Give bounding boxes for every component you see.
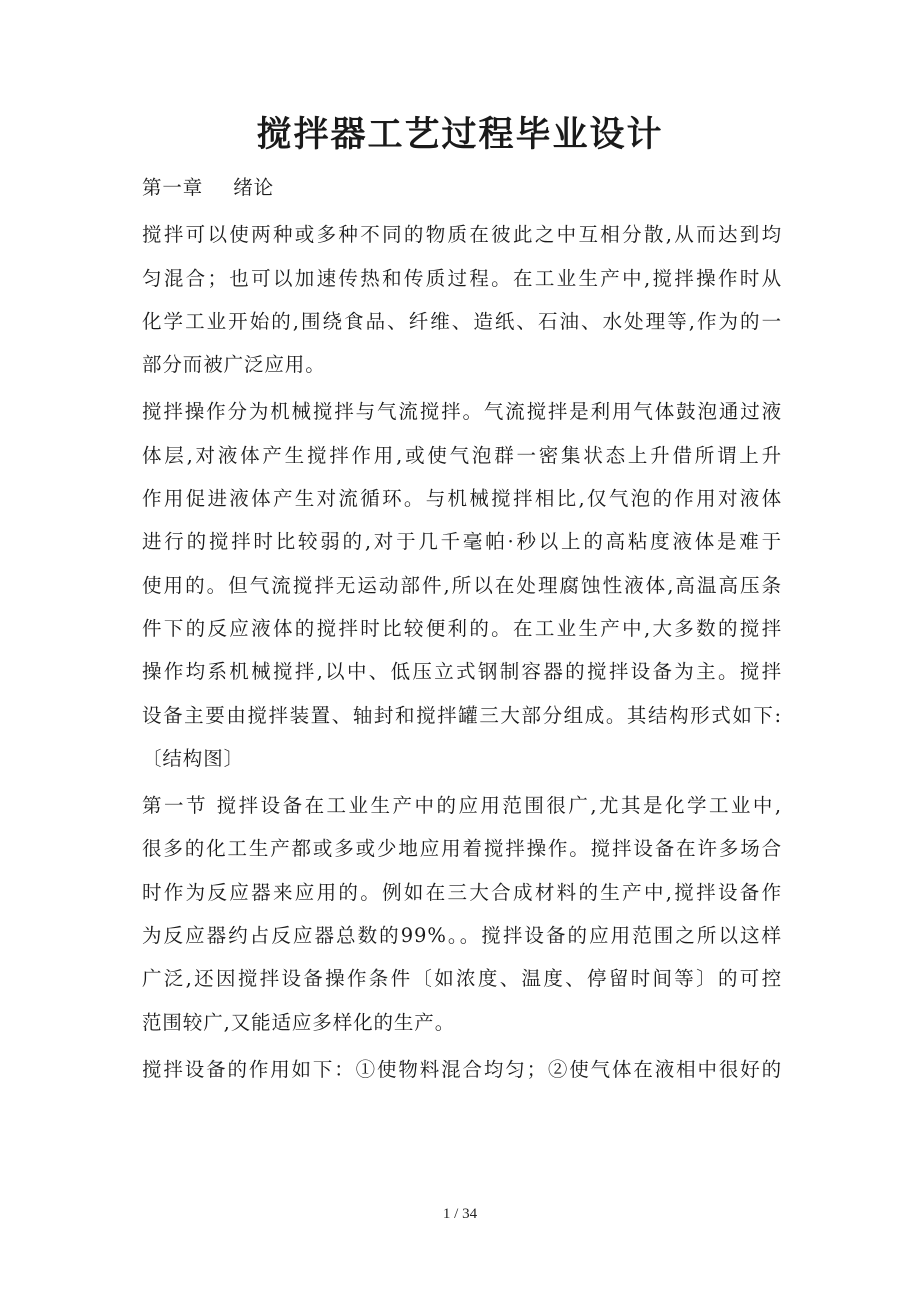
paragraph-line: 体层,对液体产生搅拌作用,或使气泡群一密集状态上升借所谓上升 xyxy=(142,443,782,467)
paragraph-line: 作用促进液体产生对流循环。与机械搅拌相比,仅气泡的作用对液体 xyxy=(142,487,782,511)
paragraph-line: 搅拌设备的作用如下：①使物料混合均匀；②使气体在液相中很好的 xyxy=(142,1057,782,1081)
document-body xyxy=(142,166,782,1091)
paragraph-line: 设备主要由搅拌装置、轴封和搅拌罐三大部分组成。其结构形式如下: xyxy=(142,703,782,727)
paragraph xyxy=(142,213,782,386)
paragraph xyxy=(142,390,782,780)
paragraph xyxy=(142,1048,782,1091)
chapter-name: 绪论 xyxy=(233,176,275,199)
paragraph-line: 很多的化工生产都或多或少地应用着搅拌操作。搅拌设备在许多场合 xyxy=(142,837,782,861)
paragraph-line: 操作均系机械搅拌,以中、低压立式钢制容器的搅拌设备为主。搅拌 xyxy=(142,660,782,684)
chapter-label: 第一章 xyxy=(142,176,204,199)
paragraph-line: 化学工业开始的,围绕食品、纤维、造纸、石油、水处理等,作为的一 xyxy=(142,309,782,333)
paragraph-line: 广泛,还因搅拌设备操作条件〔如浓度、温度、停留时间等〕的可控 xyxy=(142,967,782,991)
paragraph-line: 使用的。但气流搅拌无运动部件,所以在处理腐蚀性液体,高温高压条 xyxy=(142,573,782,597)
page-number: 1 / 34 xyxy=(442,1206,478,1222)
paragraph-line: 第一节 搅拌设备在工业生产中的应用范围很广,尤其是化学工业中, xyxy=(142,794,782,818)
paragraph-line: 匀混合；也可以加速传热和传质过程。在工业生产中,搅拌操作时从 xyxy=(142,266,782,290)
figure-placeholder: 〔结构图〕 xyxy=(142,746,245,770)
paragraph-line: 范围较广,又能适应多样化的生产。 xyxy=(142,1010,456,1034)
paragraph-line: 搅拌可以使两种或多种不同的物质在彼此之中互相分散,从而达到均 xyxy=(142,223,782,247)
paragraph-line: 时作为反应器来应用的。例如在三大合成材料的生产中,搅拌设备作 xyxy=(142,880,782,904)
paragraph xyxy=(142,784,782,1044)
document-title: 搅拌器工艺过程毕业设计 xyxy=(256,114,664,155)
paragraph-line: 搅拌操作分为机械搅拌与气流搅拌。气流搅拌是利用气体鼓泡通过液 xyxy=(142,400,782,424)
paragraph-line: 件下的反应液体的搅拌时比较便利的。在工业生产中,大多数的搅拌 xyxy=(142,616,782,640)
paragraph-line: 部分而被广泛应用。 xyxy=(142,353,326,377)
chapter-heading xyxy=(142,166,782,209)
paragraph-line: 进行的搅拌时比较弱的,对于几千毫帕·秒以上的高粘度液体是难于 xyxy=(142,530,782,554)
paragraph-line: 为反应器约占反应器总数的99%。。搅拌设备的应用范围之所以这样 xyxy=(142,924,782,948)
